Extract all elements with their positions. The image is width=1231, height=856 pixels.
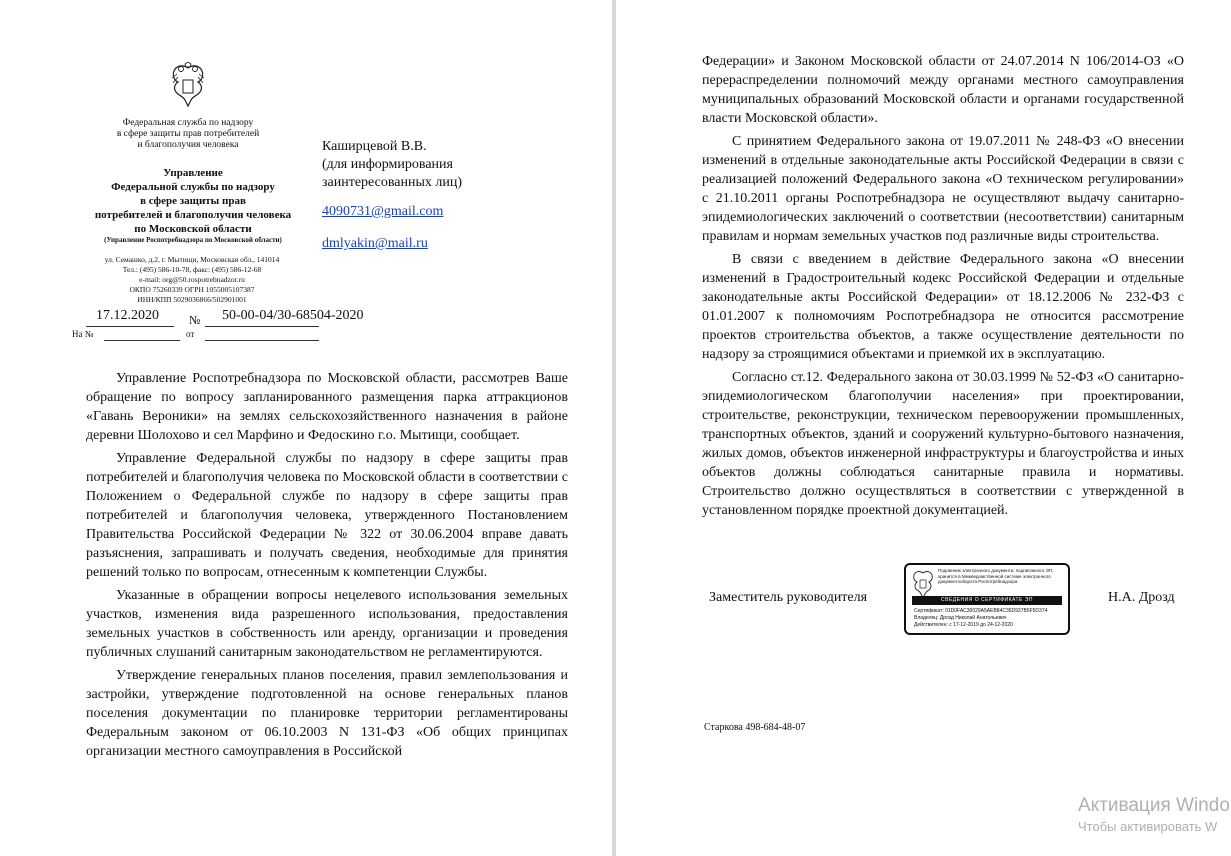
- org-name-line: Управление: [163, 167, 223, 179]
- certificate-validity: Действителен: с 17-12-2019 до 24-12-2020: [914, 622, 1013, 628]
- underline: [205, 326, 319, 327]
- recipient-line: Каширцевой В.В.: [322, 139, 427, 154]
- letter-body-page-1: [86, 369, 568, 765]
- certificate-id: Сертификат: 01D0FAC30029A5AEB84C35D937B5F5D374: [914, 608, 1048, 614]
- signer-name: Н.А. Дрозд: [1108, 590, 1175, 605]
- org-parent-line: Федеральная служба по надзору: [122, 118, 254, 128]
- stamp-description: Подлинник электронного документа, подписанного ЭП, хранится в Межведомственной системе электронного документооборота Роспотребнадзора: [938, 568, 1054, 584]
- underline: [104, 340, 180, 341]
- number-sign: №: [189, 313, 201, 327]
- watermark-subtitle: Чтобы активировать W: [1078, 819, 1218, 834]
- org-parent-line: и благополучия человека: [137, 140, 239, 150]
- paragraph: Управление Роспотребнадзора по Московской области, рассмотрев Ваше обращение по вопросу запланированного размещения парка аттракционов «Гавань Вероники» на землях сельскохозяйственного назначения в районе деревни Шолохово и сел Марфино и Федоскино г.о. Мытищи, сообщает.: [86, 371, 568, 443]
- letter-body-page-2: [702, 52, 1184, 524]
- watermark-title: Активация Windo: [1078, 795, 1230, 816]
- email-link[interactable]: 4090731@gmail.com: [322, 204, 444, 219]
- org-name-line: в сфере защиты прав: [140, 195, 246, 207]
- document-number: 50-00-04/30-68504-2020: [222, 308, 364, 323]
- org-parent-line: в сфере защиты прав потребителей: [116, 129, 260, 139]
- contact-line: Тел.: (495) 586-10-78, факс: (495) 586-12-68: [122, 265, 262, 274]
- executor-contact: Старкова 498-684-48-07: [704, 722, 806, 733]
- recipient-block: [322, 138, 462, 192]
- email-link[interactable]: dmlyakin@mail.ru: [322, 236, 428, 251]
- org-name-line: потребителей и благополучия человека: [94, 209, 292, 221]
- org-contacts: [82, 255, 302, 305]
- electronic-signature-stamp: [904, 563, 1070, 635]
- paragraph: Управление Федеральной службы по надзору в сфере защиты прав потребителей и благополучия человека по Московской области в соответствии с Положением о Федеральной службе по надзору в сфере защиты прав потребителей и благополучия человека, утвержденного Постановлением Правительства Российской Федерации № 322 от 30.06.2004 вправе давать разъяснения, запрашивать и получать сведения, необходимые для принятия решений только по вопросам, отнесенным к компетенции Службы.: [86, 451, 568, 580]
- contact-line: e-mail: org@50.rospotrebnadzor.ru: [139, 275, 245, 284]
- paragraph: С принятием Федерального закона от 19.07.2011 № 248-ФЗ «О внесении изменений в отдельные законодательные акты Российской Федерации в связи с реализацией положений Федерального закона «О техническом регулировании» с 21.10.2011 органы Роспотребнадзора не осуществляют выдачу санитарно-эпидемиологических заключений о соответствии (несоответствии) санитарным правилам и нормам земельных участков под различные виды строительства.: [702, 134, 1184, 244]
- underline: [205, 340, 319, 341]
- document-date: 17.12.2020: [96, 308, 159, 323]
- paragraph: Согласно ст.12. Федерального закона от 30.03.1999 № 52-ФЗ «О санитарно-эпидемиологическом благополучии населения» при проектировании, строительстве, реконструкции, техническом перевооружении промышленных, транспортных объектов, зданий и сооружений культурно-бытового назначения, жилых домов, объектов инженерной инфраструктуры и благоустройства и иных объектов должны соблюдаться санитарные правила и нормативы. Строительство должно осуществляться в соответствии с утвержденной в установленном порядке проектной документацией.: [702, 370, 1184, 518]
- coat-of-arms-icon: [168, 62, 208, 108]
- contact-line: ул. Семашко, д.2, г. Мытищи, Московская обл., 141014: [104, 255, 280, 264]
- recipient-line: заинтересованных лиц): [322, 175, 462, 190]
- org-parent-name: [100, 118, 276, 151]
- recipient-line: (для информирования: [322, 157, 453, 172]
- coat-of-arms-icon: [911, 569, 935, 599]
- reference-number-label: На №: [72, 329, 94, 339]
- org-short-name: (Управление Роспотребнадзора по Московской области): [104, 236, 282, 244]
- paragraph: Федерации» и Законом Московской области от 24.07.2014 N 106/2014-ОЗ «О перераспределении полномочий между органами местного самоуправления муниципальных образований Московской области и органами государственной власти Московской области».: [702, 54, 1184, 126]
- org-name: [72, 166, 314, 236]
- org-name-line: Федеральной службы по надзору: [111, 181, 275, 193]
- contact-line: ИНН/КПП 5029036866/502901001: [137, 295, 247, 304]
- paragraph: Указанные в обращении вопросы нецелевого использования земельных участков, изменения вида разрешенного использования, предоставления земельных участков в собственность или аренду, организации и проведения публичных слушаний санитарным законодательством не регламентируются.: [86, 588, 568, 660]
- org-name-line: по Московской области: [134, 223, 252, 235]
- reference-date-label: от: [186, 329, 195, 339]
- windows-activation-watermark: [1078, 795, 1230, 834]
- stamp-heading: СВЕДЕНИЯ О СЕРТИФИКАТЕ ЭП: [912, 596, 1062, 605]
- underline: [86, 326, 174, 327]
- contact-line: ОКПО 75260339 ОГРН 1055005107387: [129, 285, 255, 294]
- paragraph: Утверждение генеральных планов поселения, правил землепользования и застройки, утверждение подготовленной на основе генеральных планов поселения документации по планировке территории регламентированы Федеральным законом от 06.10.2003 N 131-ФЗ «Об общих принципах организации местного самоуправления в Российской: [86, 668, 568, 759]
- certificate-owner: Владелец: Дрозд Николай Анатольевич: [914, 615, 1007, 621]
- signer-title: Заместитель руководителя: [709, 590, 868, 605]
- paragraph: В связи с введением в действие Федерального закона «О внесении изменений в Градостроительный кодекс Российской Федерации и отдельные законодательные акты Российской Федерации» от 18.12.2006 № 232-ФЗ с 01.01.2007 к полномочиям Роспотребнадзора не относится рассмотрение проектов строительства объектов, а также осуществление деятельности по надзору за строящимися объектами и приемкой их в эксплуатацию.: [702, 252, 1184, 362]
